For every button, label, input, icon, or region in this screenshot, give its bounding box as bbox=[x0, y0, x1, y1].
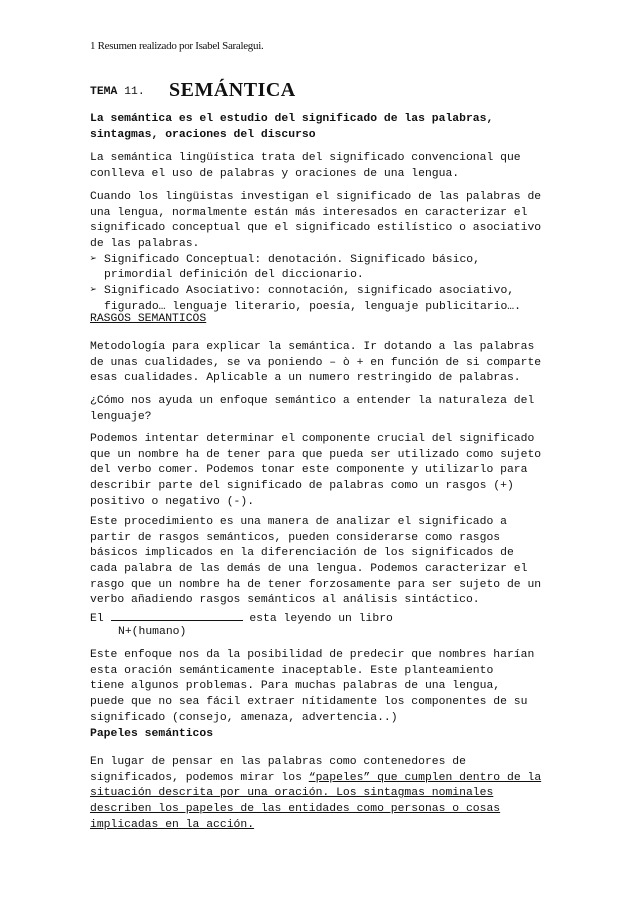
text-line-underlined: implicadas en la acción. bbox=[90, 818, 255, 831]
tema-label-text: TEMA bbox=[90, 86, 118, 98]
text-line: Este procedimiento es una manera de analizar el significado a bbox=[90, 516, 507, 528]
text-line: de unas cualidades, se va poniendo – ò + en función de si comparte bbox=[90, 356, 542, 369]
text-line: En lugar de pensar en las palabras como contenedores de bbox=[90, 756, 466, 768]
blank-line bbox=[111, 609, 243, 621]
text-line: del verbo comer. Podemos tonar este componente y utilizarlo para bbox=[90, 464, 528, 477]
text-line: primordial definición del diccionario. bbox=[104, 269, 364, 282]
text-line: Significado Asociativo: connotación, significado asociativo, bbox=[104, 285, 515, 298]
text-line-underlined: describen los papeles de las entidades como personas o cosas bbox=[90, 803, 501, 816]
bullet-item bbox=[90, 253, 570, 284]
text-line: lenguaje? bbox=[90, 410, 152, 423]
text-line: positivo o negativo (-). bbox=[90, 495, 255, 508]
paragraph-7 bbox=[90, 648, 570, 726]
section-heading: Papeles semánticos bbox=[90, 728, 214, 740]
paragraph-8 bbox=[90, 755, 570, 833]
example-before: El bbox=[90, 613, 111, 625]
rasgos-heading bbox=[90, 312, 570, 328]
text-line: figurado… lenguaje literario, poesía, lenguaje publicitario…. bbox=[104, 300, 521, 313]
page-title: SEMÁNTICA bbox=[169, 79, 296, 101]
text-line: esta oración semánticamente inaceptable. Este planteamiento bbox=[90, 664, 494, 677]
text-line: ¿Cómo nos ayuda un enfoque semántico a entender la naturaleza del bbox=[90, 395, 535, 407]
section-heading: RASGOS SEMANTICOS bbox=[90, 313, 207, 325]
text-plain: significados, podemos mirar los bbox=[90, 771, 309, 784]
text-line: tiene algunos problemas. Para muchas palabras de una lengua, bbox=[90, 680, 501, 693]
text-line: rasgo que un nombre ha de tener forzosamente para ser sujeto de un bbox=[90, 578, 542, 591]
text-line: básicos implicados en la diferenciación de los significados de bbox=[90, 547, 514, 560]
text-line: Podemos intentar determinar el componente crucial del significado bbox=[90, 433, 535, 445]
arrow-bullet-icon: ➢ bbox=[90, 253, 97, 266]
text-line: esas cualidades. Aplicable a un numero restringido de palabras. bbox=[90, 372, 521, 385]
text-line: significado (consejo, amenaza, advertencia..) bbox=[90, 711, 398, 724]
text-line: significado conceptual que el significado estilístico o asociativo bbox=[90, 222, 542, 235]
intro-bold bbox=[90, 112, 570, 143]
paragraph-6 bbox=[90, 515, 570, 609]
text-line: cada palabra de las demás de una lengua. Podemos caracterizar el bbox=[90, 563, 528, 576]
text-line: partir de rasgos semánticos, pueden considerarse como rasgos bbox=[90, 531, 501, 544]
example-sentence bbox=[90, 609, 570, 640]
paragraph-2 bbox=[90, 190, 570, 316]
page-header: 1 Resumen realizado por Isabel Saralegui. bbox=[90, 40, 264, 52]
text-line bbox=[90, 771, 570, 787]
text-line: que un nombre ha de tener para que pueda ser utilizado como sujeto bbox=[90, 448, 542, 461]
text-line: verbo añadiendo rasgos semánticos al análisis sintáctico. bbox=[90, 594, 480, 607]
papeles-heading bbox=[90, 727, 570, 743]
paragraph-5 bbox=[90, 432, 570, 510]
text-line: La semántica lingüística trata del significado convencional que bbox=[90, 152, 521, 164]
text-line: puede que no sea fácil extraer nítidamente los componentes de su bbox=[90, 696, 528, 709]
paragraph-1 bbox=[90, 151, 570, 182]
text-line: Metodología para explicar la semántica. Ir dotando a las palabras bbox=[90, 341, 535, 353]
example-after: esta leyendo un libro bbox=[242, 613, 393, 625]
text-line: una lengua, normalmente están más interesados en caracterizar el bbox=[90, 206, 528, 219]
bullet-item bbox=[90, 284, 570, 315]
text-underlined: “papeles” que cumplen dentro de la bbox=[308, 771, 542, 784]
intro-line: sintagmas, oraciones del discurso bbox=[90, 128, 316, 141]
paragraph-4 bbox=[90, 394, 570, 425]
arrow-bullet-icon: ➢ bbox=[90, 285, 97, 298]
text-line: conlleva el uso de palabras y oraciones de una lengua. bbox=[90, 167, 460, 180]
text-line: Este enfoque nos da la posibilidad de predecir que nombres harían bbox=[90, 649, 535, 661]
text-line: Cuando los lingüistas investigan el significado de las palabras de bbox=[90, 191, 542, 203]
text-line: Significado Conceptual: denotación. Significado básico, bbox=[104, 253, 480, 266]
tema-label bbox=[90, 86, 145, 98]
feature-label: N+(humano) bbox=[118, 625, 187, 638]
paragraph-3 bbox=[90, 340, 570, 387]
tema-number: 11. bbox=[124, 86, 145, 98]
text-line-underlined: situación descrita por una oración. Los sintagmas nominales bbox=[90, 787, 494, 800]
intro-line: La semántica es el estudio del significado de las palabras, bbox=[90, 113, 494, 125]
text-line: describir parte del significado de palabras como un rasgos (+) bbox=[90, 480, 514, 493]
text-line: de las palabras. bbox=[90, 238, 200, 251]
example-line bbox=[90, 609, 570, 625]
